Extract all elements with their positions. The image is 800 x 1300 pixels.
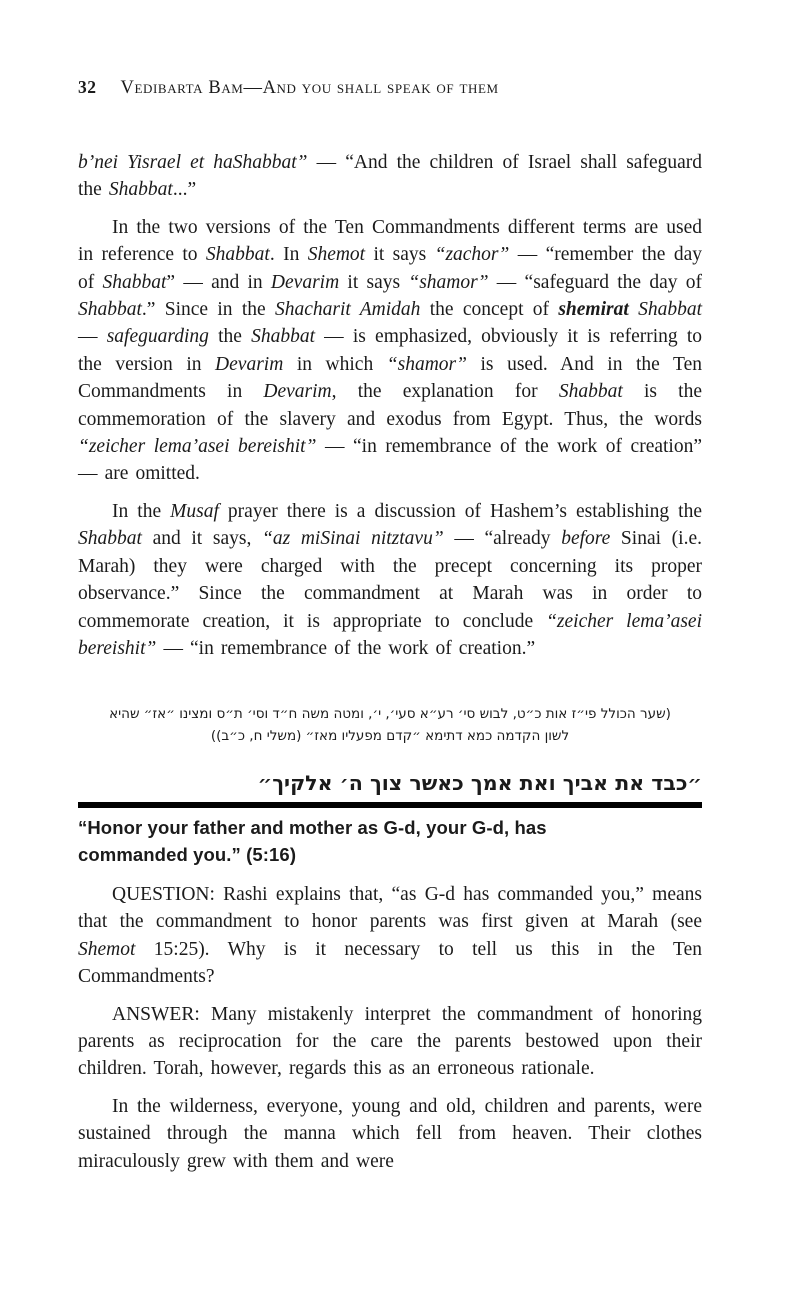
section-verse-translation: [78, 815, 702, 868]
paragraph-bnei-yisrael: b’nei Yisrael et haShabbat” — “And the children of Israel shall safeguard the Shabbat...”: [78, 152, 703, 201]
translation-line-1: “Honor your father and mother as G-d, your G-d, has: [78, 817, 547, 838]
hebrew-footnote: [78, 703, 702, 749]
paragraph-question: QUESTION: Rashi explains that, “as G-d has commanded you,” means that the commandment to honor parents was first given at Marah (see Shemot 15:25). Why is it necessary to tell us this in the Ten Commandments?: [78, 884, 702, 988]
footnote-line-2: לשון הקדמה כמא דתימא ״קדם מפעליו מאז״ (משלי ח, כ״ב)): [210, 728, 570, 744]
running-header: [78, 76, 702, 99]
book-page: [78, 0, 702, 1175]
section-hebrew-verse: ״כבד את אביך ואת אמך כאשר צוך ה׳ אלקיך״: [257, 771, 702, 795]
paragraph-musaf-prayer: In the Musaf prayer there is a discussion of Hashem’s establishing the Shabbat and it says, “az miSinai nitztavu” — “already before Sinai (i.e. Marah) they were charged with the precept concerning its proper observance.” Since the commandment at Marah was in order to commemorate creation, it is appropriate to conclude “zeicher lema’asei bereishit” — “in remembrance of the work of creation.”: [78, 500, 702, 659]
page-number: 32: [78, 77, 97, 97]
section-header-honor-parents: [78, 769, 702, 868]
paragraph-answer: ANSWER: Many mistakenly interpret the commandment of honoring parents as reciprocation for the care the parents bestowed upon their children. Torah, however, regards this as an erroneous rationale.: [78, 1003, 702, 1080]
commentary-shabbat-section: [78, 149, 702, 749]
commentary-honor-parents-section: [78, 881, 702, 1175]
section-divider-rule: [78, 802, 702, 808]
paragraph-two-versions: In the two versions of the Ten Commandments different terms are used in reference to Shabbat. In Shemot it says “zachor” — “remember the day of Shabbat” — and in Devarim it says “shamor” — “safeguard the day of Shabbat.” Since in the Shacharit Amidah the concept of shemirat Shabbat — safeguarding the Shabbat — is emphasized, obviously it is referring to the version in Devarim in which “shamor” is used. And in the Ten Commandments in Devarim, the explanation for Shabbat is the commemoration of the slavery and exodus from Egypt. Thus, the words “zeicher lema’asei bereishit” — “in remembrance of the work of creation” — are omitted.: [78, 216, 703, 485]
translation-line-2: commanded you.” (5:16): [78, 843, 297, 865]
paragraph-wilderness: In the wilderness, everyone, young and old, children and parents, were sustained through the manna which fell from heaven. Their clothes miraculously grew with them and were: [78, 1095, 702, 1172]
book-title: Vedibarta Bam—And you shall speak of them: [120, 78, 499, 98]
footnote-line-1: (שער הכולל פי״ז אות כ״ט, לבוש סי׳ רע״א סעי׳, י׳, ומטה משה ח״ד וסי׳ ת״ס ומצינו ״אז״ שהיא: [109, 706, 671, 722]
